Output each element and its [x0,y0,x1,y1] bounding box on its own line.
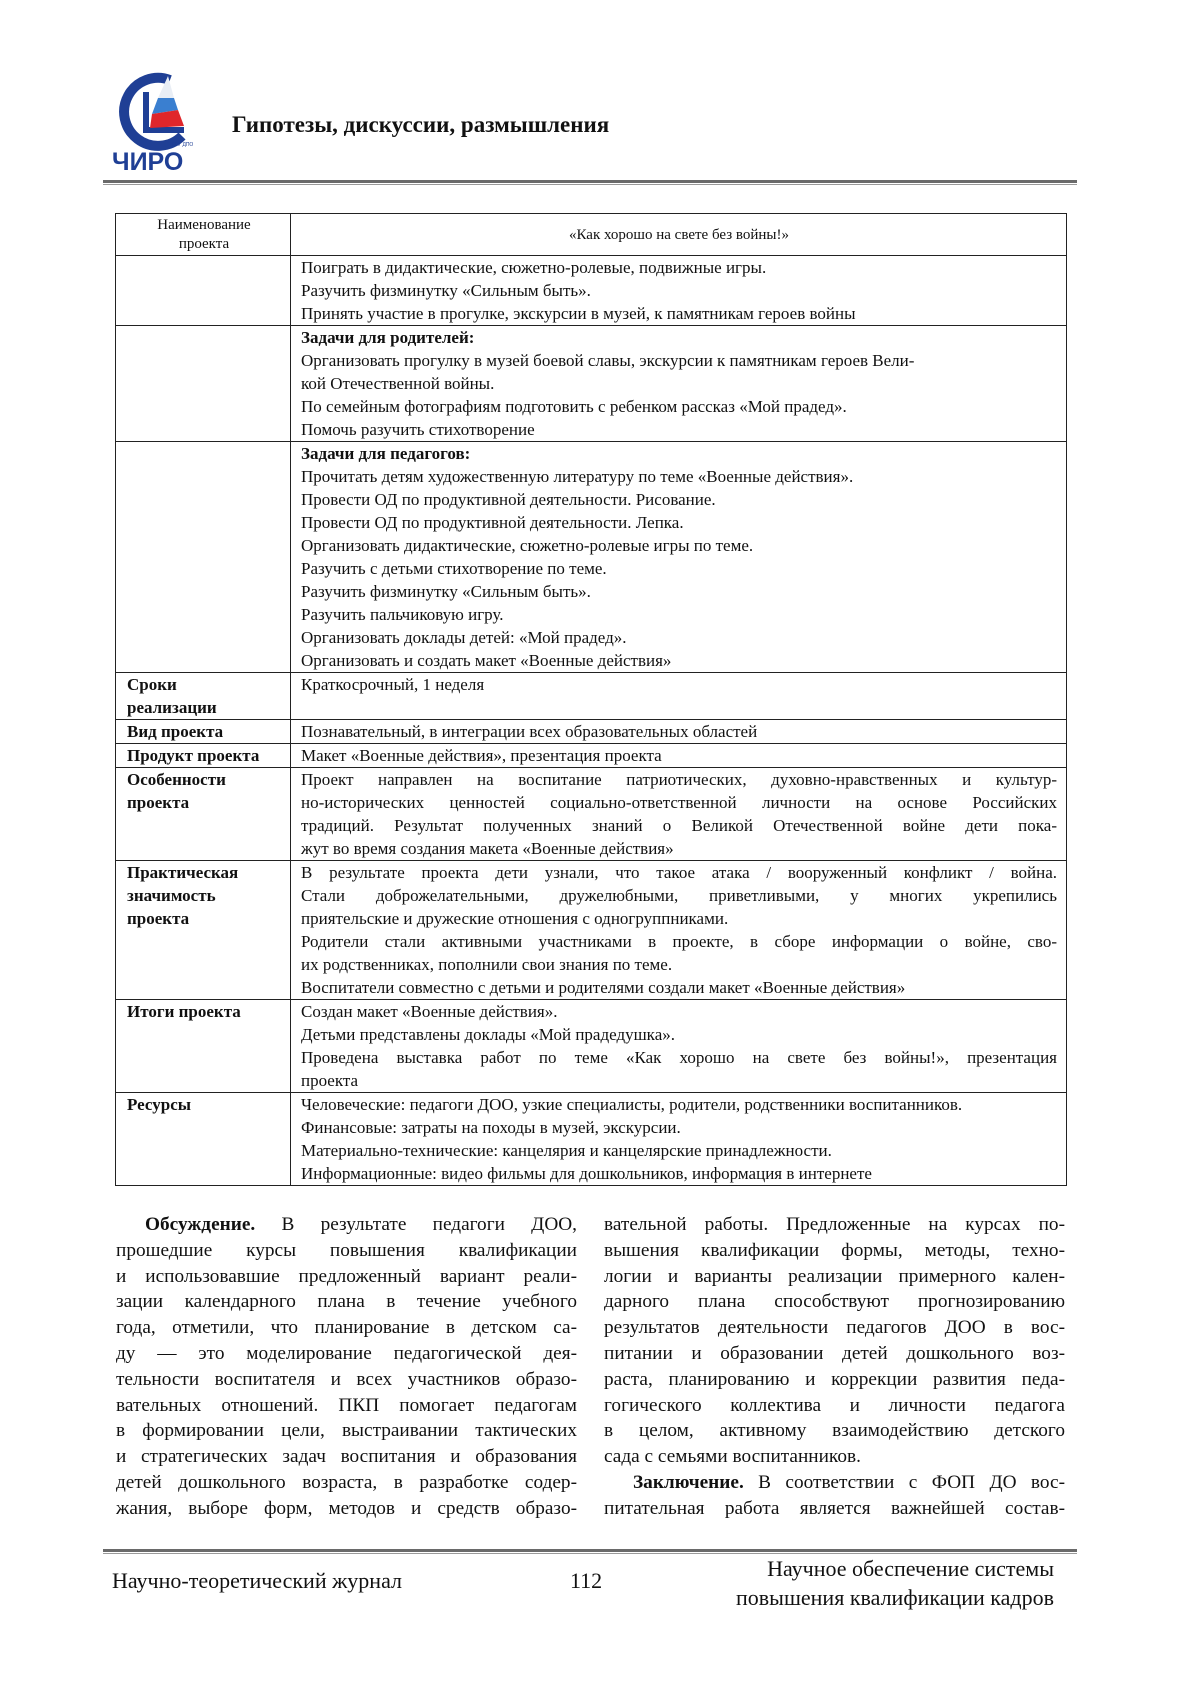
section-title: Гипотезы, дискуссии, размышления [232,112,609,138]
row-label: Особенности [127,768,281,791]
cell-line: проекта [301,1069,1057,1092]
row-value-cell [291,861,1067,1000]
body-line: питании и образовании детей дошкольного воз- [604,1341,1065,1367]
logo-subtext: ГБУ ДПО [172,142,193,148]
cell-line: Организовать доклады детей: «Мой прадед». [301,626,1057,649]
cell-line: Провести ОД по продуктивной деятельности. Рисование. [301,488,1057,511]
cell-line: жут во время создания макета «Военные действия» [301,837,1057,860]
cell-line: Разучить физминутку «Сильным быть». [301,279,1057,302]
body-line: вательных отношений. ПКП помогает педагогам [116,1393,577,1419]
cell-line: Организовать и создать макет «Военные действия» [301,649,1057,672]
body-line [604,1470,1065,1496]
row-label: Ресурсы [127,1093,281,1116]
cell-line: Проект направлен на воспитание патриотических, духовно-нравственных и культур- [301,768,1057,791]
row-label: Вид проекта [127,720,281,743]
project-name-cell: «Как хорошо на свете без войны!» [291,214,1067,256]
cell-line: Финансовые: затраты на походы в музей, экскурсии. [301,1116,1057,1139]
row-label-cell [116,768,291,861]
cell-line: Прочитать детям художественную литературу по теме «Военные действия». [301,465,1057,488]
row-label-cell [116,256,291,326]
footer-journal: Научно-теоретический журнал [112,1568,402,1594]
cell-line: Помочь разучить стихотворение [301,418,1057,441]
table-row [116,256,1067,326]
cell-line: традиций. Результат полученных знаний о Великой Отечественной войне дети пока- [301,814,1057,837]
cell-line: Организовать прогулку в музей боевой славы, экскурсии к памятникам героев Вели- [301,349,1057,372]
chiro-logo [112,70,204,174]
footer-right-line: повышения квалификации кадров [736,1583,1054,1612]
cell-line: Материально-технические: канцелярия и канцелярские принадлежности. [301,1139,1057,1162]
cell-line: Человеческие: педагоги ДОО, узкие специалисты, родители, родственники воспитанников. [301,1093,1057,1116]
row-value-cell [291,1000,1067,1093]
body-line: гогического коллектива и личности педагога [604,1393,1065,1419]
body-line: года, отметили, что планирование в детском са- [116,1315,577,1341]
body-line: детей дошкольного возраста, в разработке содер- [116,1470,577,1496]
cell-line: Проведена выставка работ по теме «Как хорошо на свете без войны!», презентация [301,1046,1057,1069]
body-line: в формировании цели, выстраивании тактических [116,1418,577,1444]
cell-line: их родственниках, пополнили свои знания по теме. [301,953,1057,976]
row-label-cell [116,442,291,673]
row-value-cell [291,256,1067,326]
table-header-row [116,214,1067,256]
body-line [116,1212,577,1238]
cell-line: Создан макет «Военные действия». [301,1000,1057,1023]
table-row [116,326,1067,442]
body-text: В соответствии с ФОП ДО вос- [744,1472,1065,1493]
cell-line: Макет «Военные действия», презентация проекта [301,744,1057,767]
row-value-cell [291,326,1067,442]
project-table [115,213,1067,1186]
body-line: логии и варианты реализации примерного кален- [604,1264,1065,1290]
cell-line: Информационные: видео фильмы для дошкольников, информация в интернете [301,1162,1057,1185]
row-label-cell [116,326,291,442]
cell-line: По семейным фотографиям подготовить с ребенком рассказ «Мой прадед». [301,395,1057,418]
row-label: Сроки [127,673,281,696]
header-rule [103,180,1077,185]
row-label: реализации [127,696,281,719]
body-line: результатов деятельности педагогов ДОО в вос- [604,1315,1065,1341]
row-label-cell [116,673,291,720]
body-line: дарного плана способствуют прогнозированию [604,1289,1065,1315]
body-line: ду — это моделирование педагогической дея- [116,1341,577,1367]
body-line: раста, планированию и коррекции развития педа- [604,1367,1065,1393]
cell-line: Поиграть в дидактические, сюжетно-ролевые, подвижные игры. [301,256,1057,279]
row-value-cell [291,673,1067,720]
row-label-cell [116,861,291,1000]
cell-line: приятельские и дружеские отношения с одногруппниками. [301,907,1057,930]
body-line: жания, выборе форм, методов и средств образо- [116,1496,577,1522]
cell-line: Разучить физминутку «Сильным быть». [301,580,1057,603]
paragraph-lead: Обсуждение. [145,1214,255,1235]
table-row [116,768,1067,861]
cell-line: Детьми представлены доклады «Мой прадедушка». [301,1023,1057,1046]
discussion-column-left [116,1212,577,1522]
table-row [116,744,1067,768]
row-label-cell [116,720,291,744]
body-line: и стратегических задач воспитания и образования [116,1444,577,1470]
row-label: Итоги проекта [127,1000,281,1023]
cell-line: кой Отечественной войны. [301,372,1057,395]
row-value-cell [291,442,1067,673]
table-row [116,1093,1067,1186]
body-line: питательная работа является важнейшей состав- [604,1496,1065,1522]
discussion-column-right [604,1212,1065,1522]
header-label-line: Наименование [127,216,281,235]
row-label: Продукт проекта [127,744,281,767]
row-label: Практическая [127,861,281,884]
cell-line: Задачи для педагогов: [301,442,1057,465]
cell-line: Задачи для родителей: [301,326,1057,349]
table-row [116,1000,1067,1093]
body-line: и использовавшие предложенный вариант реали- [116,1264,577,1290]
body-line: прошедшие курсы повышения квалификации [116,1238,577,1264]
row-label-cell [116,1000,291,1093]
row-value-cell [291,720,1067,744]
row-value-cell [291,768,1067,861]
cell-line: но-исторических ценностей социально-ответственной личности на основе Российских [301,791,1057,814]
table-row [116,442,1067,673]
cell-line: Родители стали активными участниками в проекте, в сборе информации о войне, сво- [301,930,1057,953]
paragraph-lead: Заключение. [633,1472,744,1493]
cell-line: Принять участие в прогулке, экскурсии в музей, к памятникам героев войны [301,302,1057,325]
table-row [116,673,1067,720]
row-value-cell [291,744,1067,768]
table-row [116,720,1067,744]
body-line: сада с семьями воспитанников. [604,1444,1065,1470]
footer-right-line: Научное обеспечение системы [736,1554,1054,1583]
cell-line: Познавательный, в интеграции всех образовательных областей [301,720,1057,743]
body-line: зации календарного плана в течение учебного [116,1289,577,1315]
header-label-cell [116,214,291,256]
cell-line: Разучить пальчиковую игру. [301,603,1057,626]
cell-line: Стали доброжелательными, дружелюбными, приветливыми, у многих укрепились [301,884,1057,907]
row-label: проекта [127,791,281,814]
header-label-line: проекта [127,235,281,254]
row-label-cell [116,744,291,768]
page-number: 112 [570,1568,602,1594]
body-line: вательной работы. Предложенные на курсах по- [604,1212,1065,1238]
body-line: в целом, активному взаимодействию детского [604,1418,1065,1444]
cell-line: Воспитатели совместно с детьми и родителями создали макет «Военные действия» [301,976,1057,999]
cell-line: Провести ОД по продуктивной деятельности. Лепка. [301,511,1057,534]
cell-line: Краткосрочный, 1 неделя [301,673,1057,696]
body-line: вышения квалификации формы, методы, техно- [604,1238,1065,1264]
body-line: тельности воспитателя и всех участников образо- [116,1367,577,1393]
row-label: значимость [127,884,281,907]
footer-journal-title [736,1554,1054,1612]
cell-line: Разучить с детьми стихотворение по теме. [301,557,1057,580]
row-label-cell [116,1093,291,1186]
cell-line: В результате проекта дети узнали, что такое атака / вооруженный конфликт / война. [301,861,1057,884]
body-text: В результате педагоги ДОО, [255,1214,577,1235]
row-value-cell [291,1093,1067,1186]
logo-text: ЧИРО [112,148,183,174]
cell-line: Организовать дидактические, сюжетно-ролевые игры по теме. [301,534,1057,557]
table-row [116,861,1067,1000]
row-label: проекта [127,907,281,930]
